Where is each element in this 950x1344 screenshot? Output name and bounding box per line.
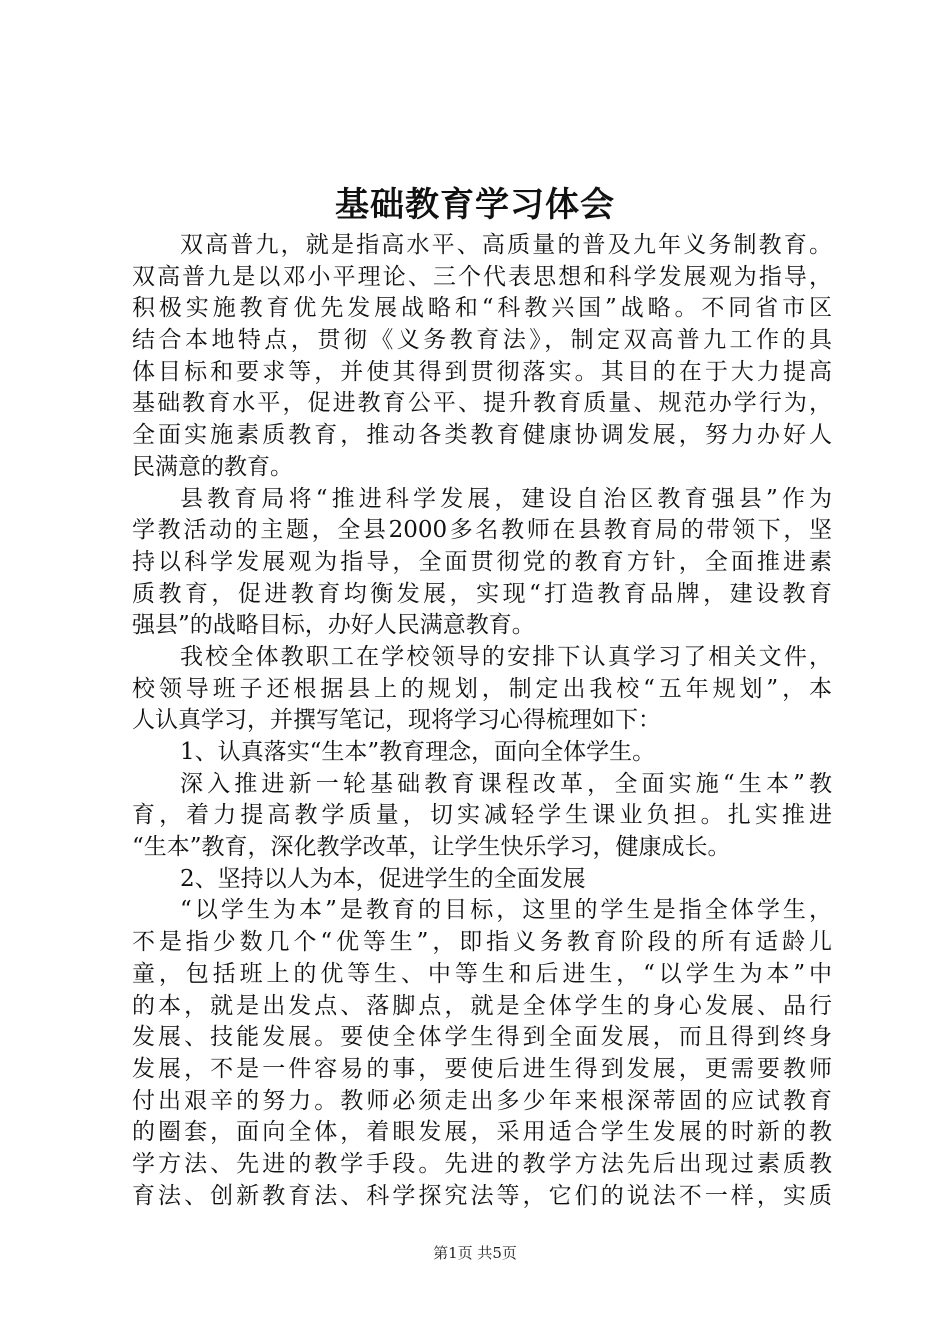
body-text-line: 学方法、先进的教学手段。先进的教学方法先后出现过素质教 bbox=[132, 1150, 832, 1177]
body-text-line: 体目标和要求等，并使其得到贯彻落实。其目的在于大力提高 bbox=[132, 358, 832, 385]
body-text-line: 付出艰辛的努力。教师必须走出多少年来根深蒂固的应试教育 bbox=[132, 1087, 832, 1114]
body-text-line: 发展、技能发展。要使全体学生得到全面发展，而且得到终身 bbox=[132, 1024, 832, 1051]
body-text-line: 双高普九是以邓小平理论、三个代表思想和科学发展观为指导， bbox=[132, 263, 832, 290]
body-text-line: 持以科学发展观为指导，全面贯彻党的教育方针，全面推进素 bbox=[132, 548, 832, 575]
body-text-line: 结合本地特点，贯彻《义务教育法》，制定双高普九工作的具 bbox=[132, 327, 832, 354]
body-text-line: 1、认真落实“生本”教育理念，面向全体学生。 bbox=[180, 739, 656, 765]
body-text-line: 发展，不是一件容易的事，要使后进生得到发展，更需要教师 bbox=[132, 1055, 832, 1082]
document-title: 基础教育学习体会 bbox=[335, 185, 615, 225]
body-text-line: 的圈套，面向全体，着眼发展，采用适合学生发展的时新的教 bbox=[132, 1119, 832, 1146]
body-text-line: 童，包括班上的优等生、中等生和后进生，“以学生为本”中 bbox=[132, 960, 832, 987]
body-text-line: 我校全体教职工在学校领导的安排下认真学习了相关文件， bbox=[180, 643, 832, 670]
body-text-line: 全面实施素质教育，推动各类教育健康协调发展，努力办好人 bbox=[132, 422, 832, 449]
body-text-line: 育，着力提高教学质量，切实减轻学生课业负担。扎实推进 bbox=[132, 802, 832, 829]
body-text-line: 的本，就是出发点、落脚点，就是全体学生的身心发展、品行 bbox=[132, 992, 832, 1019]
body-text-line: 双高普九，就是指高水平、高质量的普及九年义务制教育。 bbox=[180, 232, 832, 258]
body-text-line: 校领导班子还根据县上的规划，制定出我校“五年规划”，本 bbox=[132, 675, 832, 702]
body-text-line: 积极实施教育优先发展战略和“科教兴国”战略。不同省市区 bbox=[132, 295, 832, 322]
body-text-line: 基础教育水平，促进教育公平、提升教育质量、规范办学行为， bbox=[132, 390, 832, 417]
body-text-line: 强县”的战略目标，办好人民满意教育。 bbox=[132, 612, 535, 639]
body-text-line: 人认真学习，并撰写笔记，现将学习心得梳理如下： bbox=[132, 707, 661, 734]
body-text-line: 学教活动的主题，全县2000多名教师在县教育局的带领下，坚 bbox=[132, 517, 832, 544]
body-text-line: 育法、创新教育法、科学探究法等，它们的说法不一样，实质 bbox=[132, 1182, 832, 1209]
body-text-line: “以学生为本”是教育的目标，这里的学生是指全体学生， bbox=[180, 897, 832, 924]
body-text-line: “生本”教育，深化教学改革，让学生快乐学习，健康成长。 bbox=[132, 834, 731, 861]
body-text-line: 不是指少数几个“优等生”，即指义务教育阶段的所有适龄儿 bbox=[132, 929, 832, 956]
body-text-line: 质教育，促进教育均衡发展，实现“打造教育品牌，建设教育 bbox=[132, 580, 832, 607]
body-text-line: 2、坚持以人为本，促进学生的全面发展 bbox=[180, 865, 586, 892]
body-text-line: 民满意的教育。 bbox=[132, 453, 293, 480]
page-footer: 第1页 共5页 bbox=[433, 1244, 517, 1262]
body-text-line: 县教育局将“推进科学发展，建设自治区教育强县”作为 bbox=[180, 485, 832, 512]
document-body bbox=[132, 230, 832, 1212]
body-text-line: 深入推进新一轮基础教育课程改革，全面实施“生本”教 bbox=[180, 770, 832, 797]
